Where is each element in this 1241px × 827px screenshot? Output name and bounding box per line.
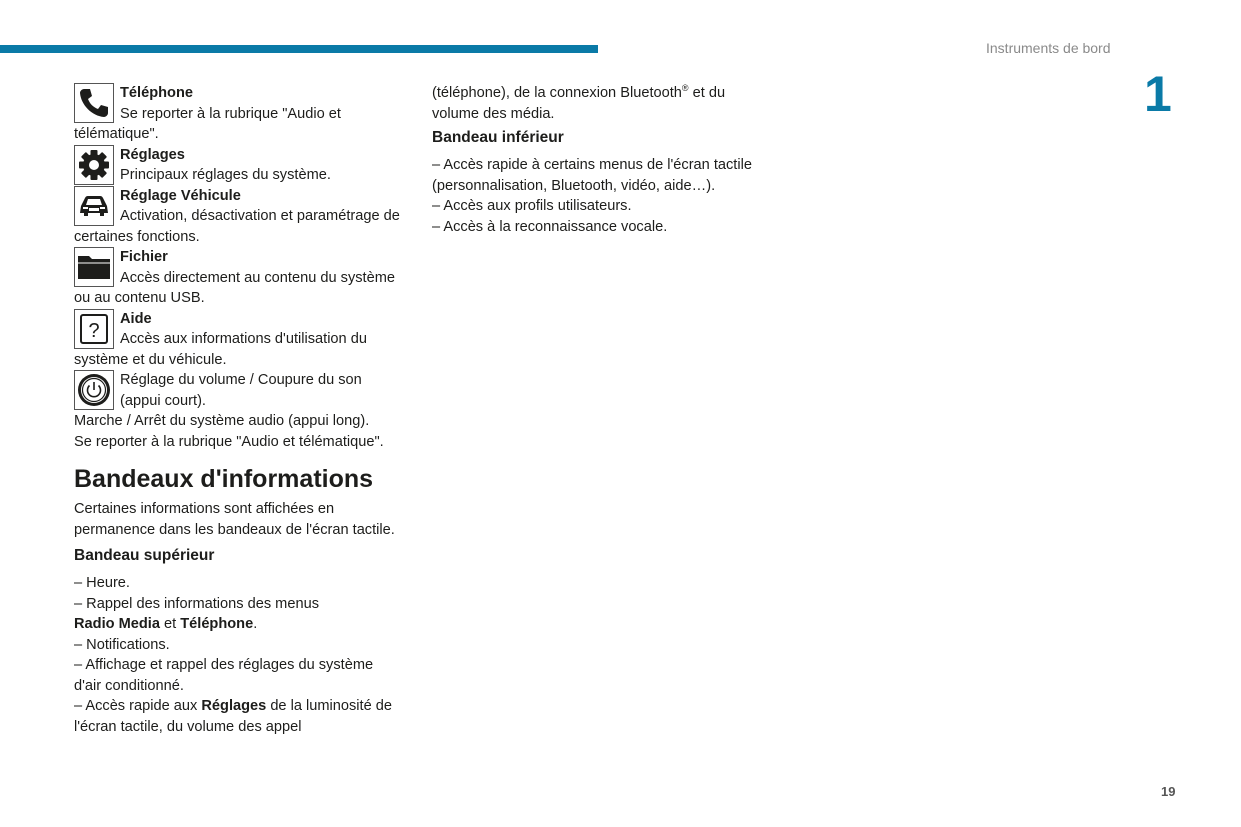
list-item-text: et du volume des média. bbox=[432, 85, 726, 122]
list-item: – Notifications. bbox=[74, 636, 170, 653]
registered-mark: ® bbox=[681, 83, 689, 94]
list-item-bold: Téléphone bbox=[180, 616, 254, 632]
bandeaux-heading: Bandeaux d'informations bbox=[74, 465, 374, 493]
left-column bbox=[74, 83, 404, 737]
list-item-text: – Rappel des informations des menus bbox=[74, 595, 319, 612]
entry-aide bbox=[74, 309, 404, 371]
entry-title: Téléphone bbox=[120, 85, 193, 101]
list-item-text: – Accès rapide aux bbox=[74, 698, 202, 714]
list-item-bold: Radio Media bbox=[74, 616, 160, 632]
entry-text-2: Marche / Arrêt du système audio (appui long). bbox=[74, 413, 370, 429]
section-title: Instruments de bord bbox=[986, 40, 1111, 56]
entry-text: Principaux réglages du système. bbox=[120, 167, 331, 183]
list-item-text: de la luminosité de l'écran tactile, du volume des appel bbox=[74, 698, 393, 735]
list-item: – Accès à la reconnaissance vocale. bbox=[432, 218, 668, 235]
bandeaux-intro: Certaines informations sont affichées en permanence dans les bandeaux de l'écran tactile. bbox=[74, 501, 395, 538]
list-item bbox=[74, 696, 404, 737]
folder-icon bbox=[74, 247, 114, 287]
list-item-text: et bbox=[159, 616, 181, 632]
gear-icon bbox=[74, 145, 114, 185]
entry-volume bbox=[74, 370, 404, 452]
entry-telephone bbox=[74, 83, 404, 145]
entry-text: Se reporter à la rubrique "Audio et télématique". bbox=[74, 105, 341, 142]
page-number: 19 bbox=[1161, 784, 1176, 799]
list-item bbox=[74, 594, 404, 635]
list-item: – Accès aux profils utilisateurs. bbox=[432, 198, 632, 214]
entry-reglage-vehicule bbox=[74, 186, 404, 248]
entry-text: Activation, désactivation et paramétrage de certaines fonctions. bbox=[74, 208, 400, 245]
list-item: – Heure. bbox=[74, 575, 130, 591]
list-item: – Affichage et rappel des réglages du système d'air conditionné. bbox=[74, 657, 374, 694]
entry-text: Accès aux informations d'utilisation du système et du véhicule. bbox=[74, 331, 367, 368]
bandeau-inferieur-heading: Bandeau inférieur bbox=[432, 129, 564, 146]
list-item-bold: Réglages bbox=[201, 698, 267, 714]
list-item-text: . bbox=[253, 616, 258, 632]
header-accent-bar bbox=[0, 45, 598, 53]
entry-title: Réglages bbox=[120, 146, 185, 163]
bandeau-superieur-heading: Bandeau supérieur bbox=[74, 547, 215, 564]
list-item-continuation bbox=[432, 83, 752, 124]
car-icon bbox=[74, 186, 114, 226]
entry-title: Réglage Véhicule bbox=[120, 187, 241, 204]
entry-title: Aide bbox=[120, 310, 152, 327]
right-column bbox=[432, 83, 752, 237]
entry-text: Accès directement au contenu du système ou au contenu USB. bbox=[74, 269, 395, 306]
entry-text: Réglage du volume / Coupure du son (appui court). bbox=[120, 372, 362, 409]
entry-text-3: Se reporter à la rubrique "Audio et télématique". bbox=[74, 433, 384, 450]
list-item-text: (téléphone), de la connexion Bluetooth bbox=[432, 85, 682, 101]
list-item: – Accès rapide à certains menus de l'écran tactile (personnalisation, Bluetooth, vidéo, aide…). bbox=[432, 157, 752, 194]
svg-text:?: ? bbox=[88, 319, 100, 342]
entry-reglages bbox=[74, 145, 404, 186]
entry-fichier bbox=[74, 247, 404, 309]
power-icon bbox=[74, 370, 114, 410]
help-icon bbox=[74, 309, 114, 349]
chapter-number: 1 bbox=[1144, 66, 1172, 122]
phone-icon bbox=[74, 83, 114, 123]
entry-title: Fichier bbox=[120, 249, 168, 265]
